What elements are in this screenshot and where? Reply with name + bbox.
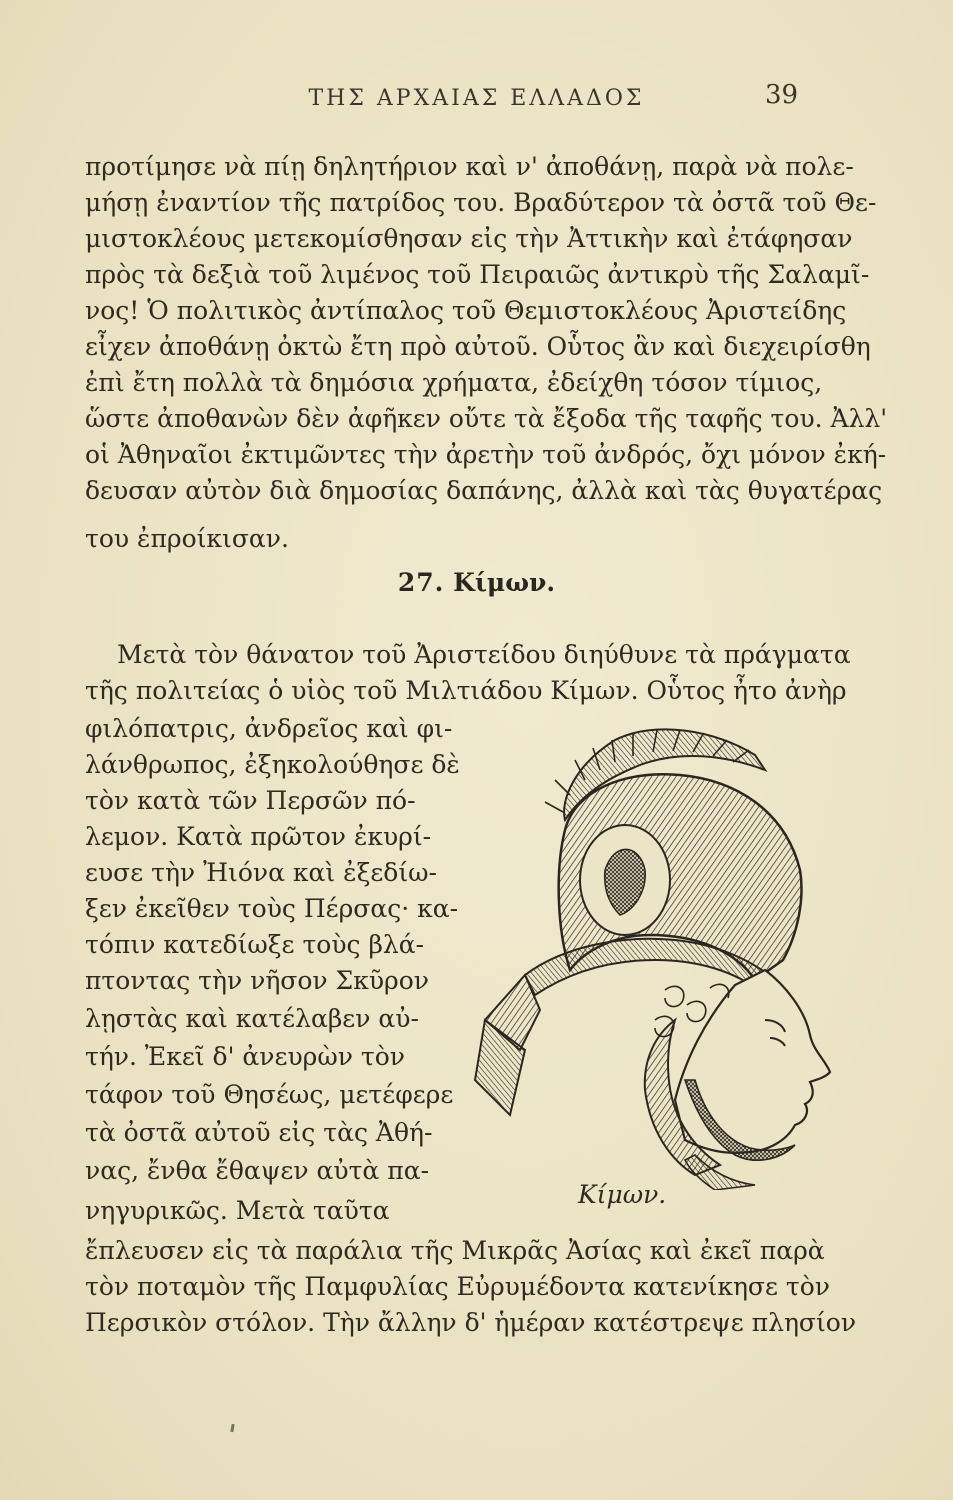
text-line: τὸν κατὰ τῶν Περσῶν πό- (85, 786, 416, 815)
text-line: μιστοκλέους μετεκομίσθησαν εἰς τὴν Ἀττικὴν καὶ ἐτάφησαν (85, 224, 853, 253)
text-line: ἔπλευσεν εἰς τὰ παράλια τῆς Μικρᾶς Ἀσίας καὶ ἐκεῖ παρὰ (85, 1236, 825, 1265)
section-number: 27. (397, 568, 445, 597)
text-line: τῆς πολιτείας ὁ υἱὸς τοῦ Μιλτιάδου Κίμων. Οὗτος ἦτο ἀνὴρ (85, 676, 847, 705)
text-line: νηγυρικῶς. Μετὰ ταῦτα (85, 1196, 390, 1225)
text-line: δευσαν αὐτὸν διὰ δημοσίας δαπάνης, ἀλλὰ καὶ τὰς θυγατέρας (85, 476, 883, 505)
text-line: τὸν ποταμὸν τῆς Παμφυλίας Εὐρυμέδοντα κατενίκησε τὸν (85, 1272, 830, 1301)
section-heading (0, 568, 953, 597)
text-line: τάφον τοῦ Θησέως, μετέφερε (85, 1080, 454, 1109)
text-line: τὰ ὀστᾶ αὐτοῦ εἰς τὰς Ἀθή- (85, 1118, 433, 1147)
text-line: πρὸς τὰ δεξιὰ τοῦ λιμένος τοῦ Πειραιῶς ἀντικρὺ τῆς Σαλαμῖ- (85, 260, 870, 289)
ink-speck (230, 1424, 234, 1432)
text-line: Περσικὸν στόλον. Τὴν ἄλλην δ' ἡμέραν κατέστρεψε πλησίον (85, 1308, 857, 1337)
text-line: του ἐπροίκισαν. (85, 524, 289, 553)
text-line: τόπιν κατεδίωξε τοὺς βλά- (85, 930, 425, 959)
kimon-portrait-engraving (465, 720, 855, 1190)
text-line: ξεν ἐκεῖθεν τοὺς Πέρσας· κα- (85, 894, 459, 923)
text-line: πτοντας τὴν νῆσον Σκῦρον (85, 966, 430, 995)
running-header: ΤΗΣ ΑΡΧΑΙΑΣ ΕΛΛΑΔΟΣ (308, 86, 645, 111)
text-line: προτίμησε νὰ πίῃ δηλητήριον καὶ ν' ἀποθάνῃ, παρὰ νὰ πολε- (85, 152, 854, 181)
text-line: νος! Ὁ πολιτικὸς ἀντίπαλος τοῦ Θεμιστοκλέους Ἀριστείδης (85, 296, 847, 325)
text-line: λῃστὰς καὶ κατέλαβεν αὐ- (85, 1004, 419, 1033)
text-line: φιλόπατρις, ἀνδρεῖος καὶ φι- (85, 714, 453, 743)
text-line: τήν. Ἐκεῖ δ' ἀνευρὼν τὸν (85, 1042, 405, 1071)
text-line: οἱ Ἀθηναῖοι ἐκτιμῶντες τὴν ἀρετὴν τοῦ ἀνδρός, ὄχι μόνον ἐκή- (85, 440, 887, 469)
section-title: Κίμων. (453, 568, 556, 597)
text-line: Μετὰ τὸν θάνατον τοῦ Ἀριστείδου διηύθυνε τὰ πράγματα (117, 640, 851, 669)
text-line: εἶχεν ἀποθάνῃ ὀκτὼ ἔτη πρὸ αὐτοῦ. Οὗτος ἂν καὶ διεχειρίσθη (85, 332, 871, 361)
text-line: μήσῃ ἐναντίον τῆς πατρίδος του. Βραδύτερον τὰ ὀστᾶ τοῦ Θε- (85, 188, 877, 217)
text-line: ευσε τὴν Ἠιόνα καὶ ἐξεδίω- (85, 858, 437, 887)
text-line: λεμον. Κατὰ πρῶτον ἐκυρί- (85, 822, 432, 851)
page-number: 39 (765, 80, 799, 110)
text-line: λάνθρωπος, ἐξηκολούθησε δὲ (85, 750, 460, 779)
text-line: νας, ἔνθα ἔθαψεν αὐτὰ πα- (85, 1156, 430, 1185)
text-line: ὥστε ἀποθανὼν δὲν ἀφῆκεν οὔτε τὰ ἔξοδα τῆς ταφῆς του. Ἀλλ' (85, 404, 888, 433)
figure-caption: Κίμων. (578, 1180, 667, 1209)
text-line: ἐπὶ ἔτη πολλὰ τὰ δημόσια χρήματα, ἐδείχθη τόσον τίμιος, (85, 368, 823, 397)
